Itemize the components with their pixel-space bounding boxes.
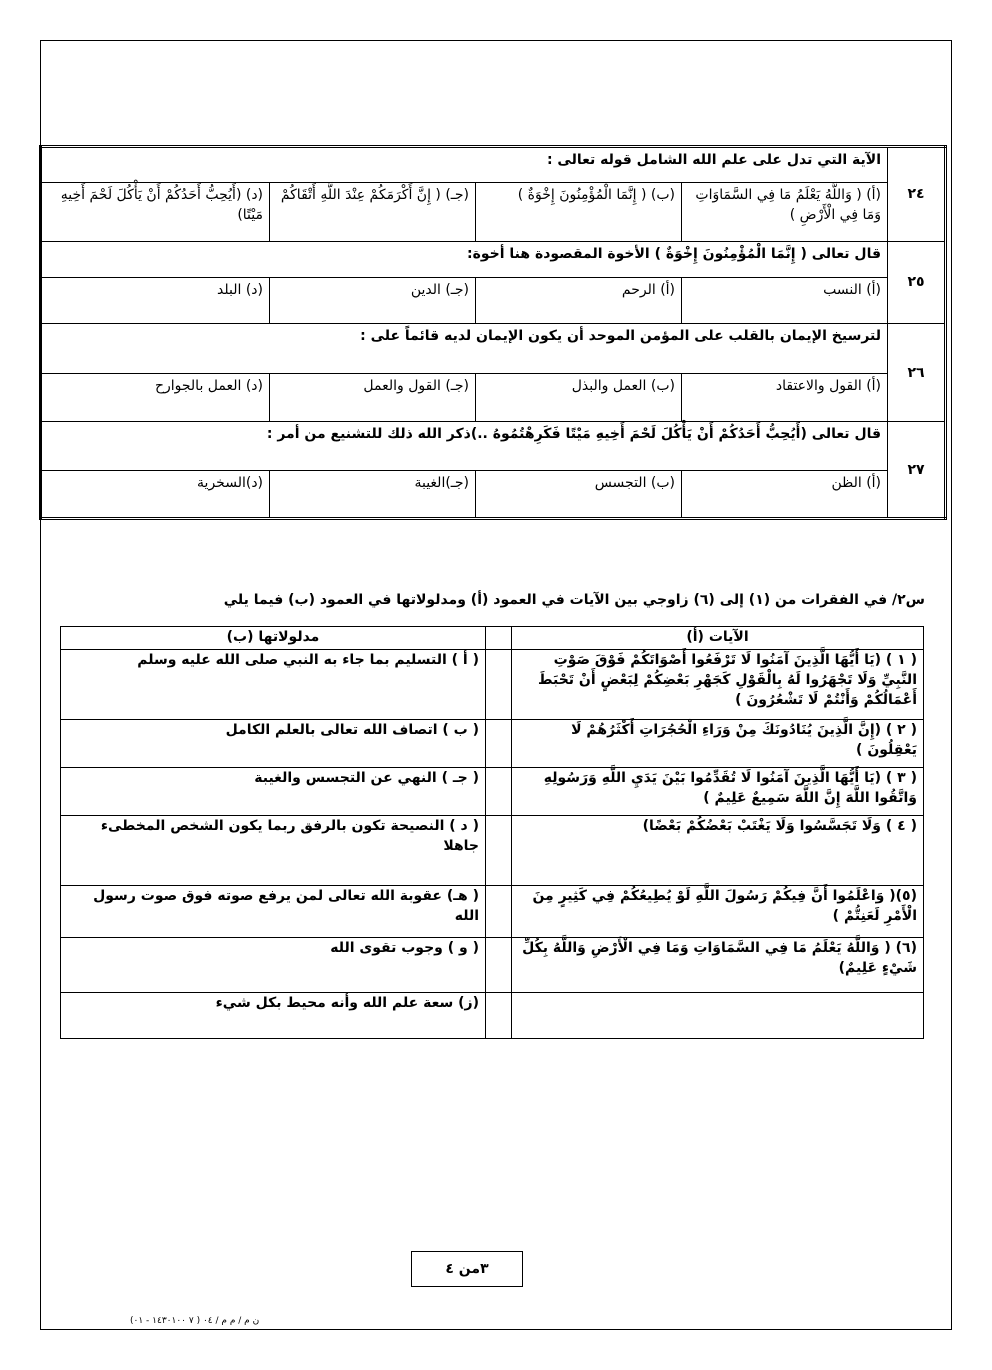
matching-row (61, 816, 924, 886)
meaning-cell: ( أ ) التسليم بما جاء به النبي صلى الله عليه وسلم (61, 650, 486, 720)
option-c[interactable]: (جـ)الغيبة (270, 470, 476, 518)
verse-cell (512, 993, 924, 1039)
question-number: ٢٦ (888, 323, 946, 422)
meaning-cell: ( هـ) عقوبة الله تعالى لمن يرفع صوته فوق صوت رسول الله (61, 886, 486, 938)
matching-row (61, 720, 924, 768)
option-d[interactable]: (د) (أَيُحِبُّ أَحَدُكُمْ أَنْ يَأْكُلَ لَحْمَ أَخِيهِ مَيْتًا) (41, 183, 270, 241)
page-number: ٣من ٤ (411, 1251, 523, 1287)
matching-row (61, 650, 924, 720)
options-27-row (41, 470, 946, 518)
answer-cell[interactable] (486, 886, 512, 938)
verse-cell: (٥)( وَاعْلَمُوا أَنَّ فِيكُمْ رَسُولَ اللَّهِ لَوْ يُطِيعُكُمْ فِي كَثِيرٍ مِنَ الْأَمْرِ لَعَنِتُّمْ ) (512, 886, 924, 938)
mcq-table (39, 145, 947, 520)
matching-table (60, 626, 924, 1039)
option-c[interactable]: (جـ) ( إِنَّ أَكْرَمَكُمْ عِنْدَ اللَّهِ أَتْقَاكُمْ (270, 183, 476, 241)
question-26-row (41, 323, 946, 373)
question-text: الآية التي تدل على علم الله الشامل قوله تعالى : (41, 147, 888, 183)
verse-cell: ( ٣ ) (يَا أَيُّهَا الَّذِينَ آمَنُوا لَا تُقَدِّمُوا بَيْنَ يَدَيِ اللَّهِ وَرَسُولِهِ وَاتَّقُوا اللَّهَ إِنَّ اللَّهَ سَمِيعٌ عَلِيمٌ ) (512, 768, 924, 816)
option-a[interactable]: (أ) القول والاعتقاد (682, 374, 888, 422)
verse-cell: (٦) ( وَاللَّهُ يَعْلَمُ مَا فِي السَّمَاوَاتِ وَمَا فِي الْأَرْضِ وَاللَّهُ بِكُلِّ شَيْءٍ عَلِيمٌ) (512, 938, 924, 993)
option-b[interactable]: (ب) ( إِنَّمَا الْمُؤْمِنُونَ إِخْوَةٌ ) (476, 183, 682, 241)
question-number: ٢٥ (888, 241, 946, 323)
matching-row (61, 886, 924, 938)
option-c[interactable]: (جـ) القول والعمل (270, 374, 476, 422)
matching-row (61, 768, 924, 816)
document-code: ن م / م م / ٠٤ ( ٧ ١٤٣٠١٠٠ - ٠١) (130, 1316, 260, 1326)
meaning-cell: ( جـ ) النهي عن التجسس والغيبة (61, 768, 486, 816)
option-d[interactable]: (د)السخرية (41, 470, 270, 518)
meaning-cell: ( د ) النصيحة تكون بالرفق ربما يكون الشخص المخطىء جاهلا (61, 816, 486, 886)
answer-cell[interactable] (486, 993, 512, 1039)
matching-row (61, 993, 924, 1039)
option-b[interactable]: (ب) العمل والبذل (476, 374, 682, 422)
answer-cell[interactable] (486, 768, 512, 816)
question-text: قال تعالى ( إِنَّمَا الْمُؤْمِنُونَ إِخْوَةٌ ) الأخوة المقصودة هنا أخوة: (41, 241, 888, 277)
meaning-cell: (ز) سعة علم الله وأنه محيط بكل شيء (61, 993, 486, 1039)
option-d[interactable]: (د) البلد (41, 277, 270, 323)
question-24-row (41, 147, 946, 183)
matching-row (61, 938, 924, 993)
section-2-title: س٢/ في الفقرات من (١) إلى (٦) زاوجي بين الآيات في العمود (أ) ومدلولاتها في العمود (ب) فيما يلي (223, 592, 925, 608)
answer-column-header (486, 627, 512, 650)
option-a[interactable]: (أ) ( وَاللَّهُ يَعْلَمُ مَا فِي السَّمَاوَاتِ وَمَا فِي الْأَرْضِ ) (682, 183, 888, 241)
question-text: لترسيخ الإيمان بالقلب على المؤمن الموحد أن يكون الإيمان لديه قائماً على : (41, 323, 888, 373)
option-b[interactable]: (أ) الرحم (476, 277, 682, 323)
answer-cell[interactable] (486, 816, 512, 886)
column-a-header: الآيات (أ) (512, 627, 924, 650)
question-text: قال تعالى (أَيُحِبُّ أَحَدُكُمْ أَنْ يَأْكُلَ لَحْمَ أَخِيهِ مَيْتًا فَكَرِهْتُمُوهُ ..)ذكر الله ذلك للتشنيع من أمر : (41, 422, 888, 470)
answer-cell[interactable] (486, 938, 512, 993)
verse-cell: ( ٤ ) وَلَا تَجَسَّسُوا وَلَا يَغْتَبْ بَعْضُكُمْ بَعْضًا) (512, 816, 924, 886)
meaning-cell: ( ب ) اتصاف الله تعالى بالعلم الكامل (61, 720, 486, 768)
question-27-row (41, 422, 946, 470)
options-26-row (41, 374, 946, 422)
matching-header-row (61, 627, 924, 650)
option-d[interactable]: (د) العمل بالجوارح (41, 374, 270, 422)
option-a[interactable]: (أ) النسب (682, 277, 888, 323)
options-24-row (41, 183, 946, 241)
question-25-row (41, 241, 946, 277)
options-25-row (41, 277, 946, 323)
option-c[interactable]: (جـ) الدين (270, 277, 476, 323)
verse-cell: ( ١ ) (يَا أَيُّهَا الَّذِينَ آمَنُوا لَا تَرْفَعُوا أَصْوَاتَكُمْ فَوْقَ صَوْتِ النَّبِيِّ وَلَا تَجْهَرُوا لَهُ بِالْقَوْلِ كَجَهْرِ بَعْضِكُمْ لِبَعْضٍ أَنْ تَحْبَطَ أَعْمَالُكُمْ وَأَنْتُمْ لَا تَشْعُرُونَ ) (512, 650, 924, 720)
verse-cell: ( ٢ ) (إِنَّ الَّذِينَ يُنَادُونَكَ مِنْ وَرَاءِ الْحُجُرَاتِ أَكْثَرُهُمْ لَا يَعْقِلُونَ ) (512, 720, 924, 768)
answer-cell[interactable] (486, 650, 512, 720)
meaning-cell: ( و ) وجوب تقوى الله (61, 938, 486, 993)
answer-cell[interactable] (486, 720, 512, 768)
column-b-header: مدلولاتها (ب) (61, 627, 486, 650)
option-b[interactable]: (ب) التجسس (476, 470, 682, 518)
option-a[interactable]: (أ) الظن (682, 470, 888, 518)
question-number: ٢٤ (888, 147, 946, 242)
question-number: ٢٧ (888, 422, 946, 519)
